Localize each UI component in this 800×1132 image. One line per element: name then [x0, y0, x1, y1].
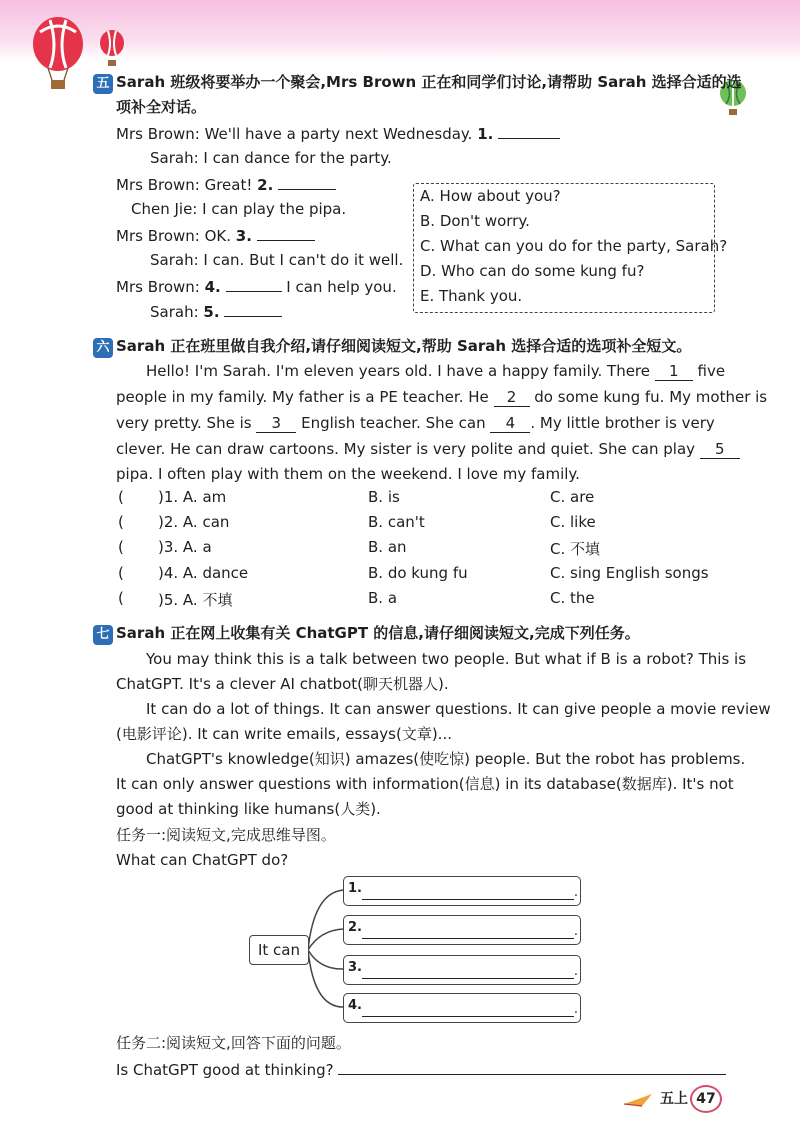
answer-blank-5[interactable]	[224, 300, 282, 317]
article-line: ChatGPT. It's a clever AI chatbot(聊天机器人).	[116, 675, 449, 693]
mindmap-item-1[interactable]: 1. .	[343, 876, 581, 906]
answer-bracket[interactable]: (	[118, 538, 124, 556]
mindmap-center: It can	[249, 935, 309, 965]
article-line: good at thinking like humans(人类).	[116, 800, 381, 818]
option-b: B. Don't worry.	[420, 212, 530, 230]
dialogue-line-1: Mrs Brown: We'll have a party next Wednesday. 1.	[116, 122, 560, 145]
task-2-question: Is ChatGPT good at thinking?	[116, 1058, 726, 1081]
answer-bracket[interactable]: (	[118, 564, 124, 582]
passage-line-2: people in my family. My father is a PE teacher. He 2 do some kung fu. My mother is	[116, 388, 768, 406]
answer-bracket[interactable]: (	[118, 488, 124, 506]
section-6-instruction: 六 Sarah 正在班里做自我介绍,请仔细阅读短文,帮助 Sarah 选择合适的选项补全短文。	[93, 335, 691, 358]
passage-blank-1[interactable]: 1	[655, 362, 693, 381]
hot-air-balloon-icon	[30, 16, 86, 92]
dialogue-line-7: Mrs Brown: 4. I can help you.	[116, 275, 397, 298]
mindmap-item-3[interactable]: 3. .	[343, 955, 581, 985]
article-line: ChatGPT's knowledge(知识) amazes(使吃惊) people. But the robot has problems.	[146, 750, 746, 768]
mindmap-item-4[interactable]: 4. .	[343, 993, 581, 1023]
article-line: It can only answer questions with information(信息) in its database(数据库). It's not	[116, 775, 734, 793]
passage-line-5: pipa. I often play with them on the weekend. I love my family.	[116, 465, 580, 483]
answer-blank-4[interactable]	[226, 275, 282, 292]
dialogue-line-5: Mrs Brown: OK. 3.	[116, 224, 315, 247]
dialogue-line-8: Sarah: 5.	[150, 300, 282, 323]
answer-blank-1[interactable]	[498, 122, 560, 139]
task-1-title: 任务一:阅读短文,完成思维导图。	[116, 826, 336, 844]
mindmap-item-2[interactable]: 2. .	[343, 915, 581, 945]
answer-bracket[interactable]: (	[118, 589, 124, 607]
answer-blank-2[interactable]	[278, 173, 336, 190]
hot-air-balloon-icon	[98, 30, 126, 68]
passage-line-1: Hello! I'm Sarah. I'm eleven years old. I have a happy family. There 1 five	[146, 362, 726, 380]
footer-paper-plane-icon	[622, 1090, 656, 1108]
page-number: 47	[690, 1085, 722, 1113]
answer-bracket[interactable]: (	[118, 513, 124, 531]
section-badge: 六	[93, 338, 113, 358]
section-7-instruction: 七 Sarah 正在网上收集有关 ChatGPT 的信息,请仔细阅读短文,完成下列任务。	[93, 622, 640, 645]
article-line: You may think this is a talk between two people. But what if B is a robot? This is	[146, 650, 747, 668]
section-badge: 五	[93, 74, 113, 94]
passage-blank-4[interactable]: 4	[490, 414, 530, 433]
passage-blank-3[interactable]: 3	[256, 414, 296, 433]
option-d: D. Who can do some kung fu?	[420, 262, 645, 280]
dialogue-line-4: Chen Jie: I can play the pipa.	[131, 200, 347, 218]
option-c: C. What can you do for the party, Sarah?	[420, 237, 728, 255]
grade-label: 五上	[660, 1091, 688, 1107]
article-line: It can do a lot of things. It can answer questions. It can give people a movie review	[146, 700, 771, 718]
section-5-instruction: 五 Sarah 班级将要举办一个聚会,Mrs Brown 正在和同学们讨论,请帮助 Sarah 选择合适的选	[93, 71, 742, 94]
task-2-title: 任务二:阅读短文,回答下面的问题。	[116, 1034, 351, 1052]
article-line: (电影评论). It can write emails, essays(文章)...	[116, 725, 452, 743]
passage-blank-5[interactable]: 5	[700, 440, 740, 459]
option-a: A. How about you?	[420, 187, 561, 205]
section-5-instruction-cont: 项补全对话。	[116, 98, 207, 116]
options-box	[413, 183, 728, 313]
task-1-question: What can ChatGPT do?	[116, 851, 289, 869]
passage-blank-2[interactable]: 2	[494, 388, 530, 407]
passage-line-3: very pretty. She is 3 English teacher. She can 4 . My little brother is very	[116, 414, 715, 432]
passage-line-4: clever. He can draw cartoons. My sister is very polite and quiet. She can play 5	[116, 438, 740, 460]
answer-blank-3[interactable]	[257, 224, 315, 241]
option-e: E. Thank you.	[420, 287, 523, 305]
dialogue-line-3: Mrs Brown: Great! 2.	[116, 173, 336, 196]
dialogue-line-2: Sarah: I can dance for the party.	[150, 149, 392, 167]
dialogue-line-6: Sarah: I can. But I can't do it well.	[150, 251, 404, 269]
task-2-answer-line[interactable]	[338, 1058, 726, 1075]
section-badge: 七	[93, 625, 113, 645]
